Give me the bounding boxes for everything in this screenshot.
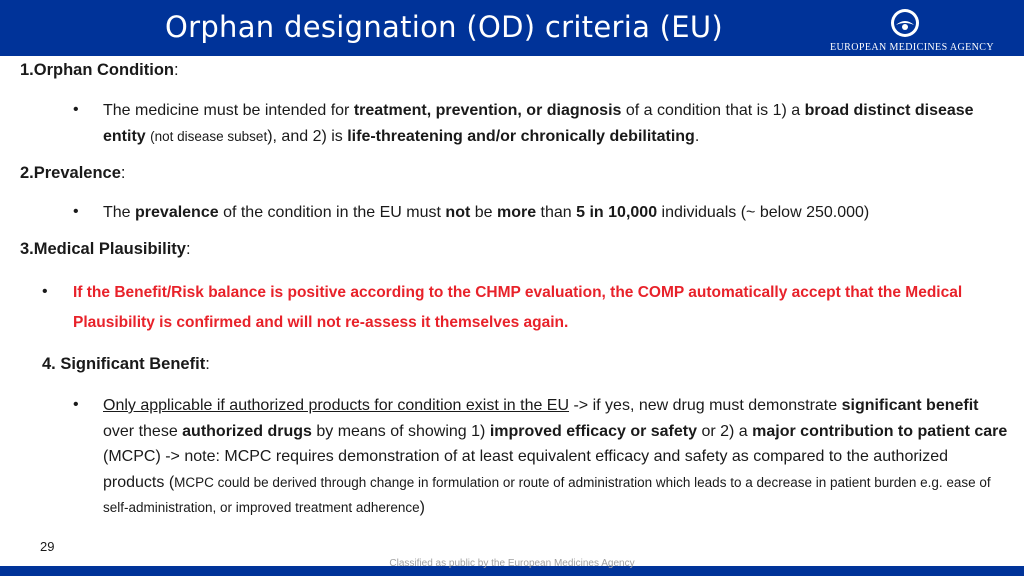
- orphan-condition-text: The medicine must be intended for treatment, prevention, or diagnosis of a condition that is 1) a broad distinct disease entity (not disease subset), and 2) is life-threatening and/or chronically debilitating.: [103, 102, 974, 145]
- ema-logo-icon: [890, 8, 920, 38]
- prevalence-text: The prevalence of the condition in the EU must not be more than 5 in 10,000 individuals (~ below 250.000): [103, 204, 870, 221]
- bullet-symbol: •: [73, 101, 79, 118]
- heading-medical-plausibility: 3.Medical Plausibility:: [20, 240, 191, 258]
- slide-title: Orphan designation (OD) criteria (EU): [165, 10, 724, 44]
- bullet-symbol: •: [73, 396, 79, 413]
- bullet-symbol: •: [42, 283, 48, 300]
- header-bar: [0, 0, 1024, 56]
- agency-name: EUROPEAN MEDICINES AGENCY: [830, 42, 994, 53]
- heading-prevalence: 2.Prevalence:: [20, 164, 126, 182]
- heading-significant-benefit: 4. Significant Benefit:: [42, 355, 210, 373]
- significant-benefit-text: Only applicable if authorized products for condition exist in the EU -> if yes, new drug must demonstrate significant benefit over these authorized drugs by means of showing 1) improved efficacy or safety or 2) a major contribution to patient care (MCPC) -> note: MCPC requires demonstration of at least equivalent efficacy and safety as compared to the authorized products (MCPC could be derived through change in formulation or route of administration which leads to a decrease in patient burden e.g. ease of self-administration, or improved treatment adherence): [103, 397, 1008, 516]
- heading-orphan-condition: 1.Orphan Condition:: [20, 61, 179, 79]
- classification-label: Classified as public by the European Medicines Agency: [389, 558, 635, 569]
- medical-plausibility-text: If the Benefit/Risk balance is positive according to the CHMP evaluation, the COMP automatically accept that the Medical Plausibility is confirmed and will not re-assess it themselves again.: [73, 284, 963, 331]
- ema-logo: [826, 6, 996, 54]
- bullet-symbol: •: [73, 203, 79, 220]
- page-number: 29: [40, 539, 55, 554]
